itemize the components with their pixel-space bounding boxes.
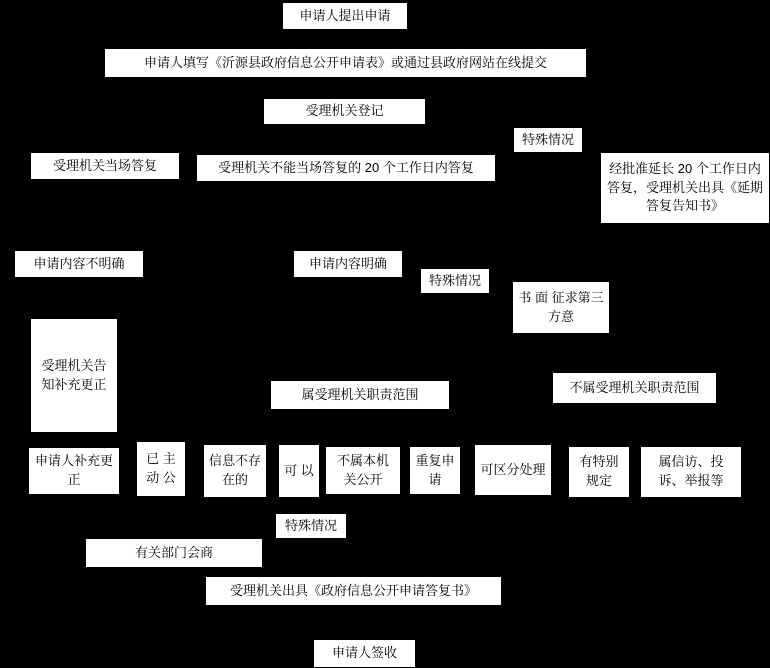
flowchart-node: 经批准延长 20 个工作日内答复，受理机关出具《延期答复告知书》	[600, 152, 770, 224]
flowchart-node: 申请人填写《沂源县政府信息公开申请表》或通过县政府网站在线提交	[104, 48, 587, 78]
flowchart-node: 有关部门会商	[85, 538, 263, 568]
flowchart-node: 属信访、投诉、举报等	[640, 446, 742, 498]
flowchart-node: 可区分处理	[474, 444, 552, 496]
flowchart-node: 特殊情况	[420, 268, 490, 294]
flowchart-node: 书 面 征求第三方意	[512, 281, 610, 334]
flowchart-node: 重复申请	[409, 446, 461, 495]
flowchart-node: 有特别规定	[568, 446, 630, 498]
flowchart-node: 特殊情况	[275, 513, 347, 539]
flowchart-node: 受理机关出具《政府信息公开申请答复书》	[205, 576, 502, 606]
flowchart-node: 受理机关告知补充更正	[30, 318, 118, 433]
flowchart-node: 信息不存在的	[203, 444, 267, 498]
flowchart-node: 特殊情况	[513, 127, 583, 153]
flowchart-node: 申请人提出申请	[282, 2, 408, 30]
flowchart-node: 申请人签收	[313, 639, 416, 668]
flowchart-node: 已 主动 公	[136, 441, 186, 497]
flowchart-node: 不属受理机关职责范围	[552, 372, 717, 404]
flowchart-node: 不属本机关公开	[325, 446, 401, 495]
flowchart-node: 属受理机关职责范围	[270, 380, 450, 410]
flowchart-node: 受理机关当场答复	[30, 152, 180, 180]
flowchart-node: 受理机关登记	[263, 98, 426, 125]
flowchart-node: 申请内容不明确	[14, 250, 144, 278]
flowchart-node: 受理机关不能当场答复的 20 个工作日内答复	[196, 154, 496, 182]
flowchart-node: 申请内容明确	[293, 250, 403, 278]
flowchart-node: 申请人补充更正	[28, 447, 120, 495]
flowchart-node: 可 以	[278, 444, 320, 498]
